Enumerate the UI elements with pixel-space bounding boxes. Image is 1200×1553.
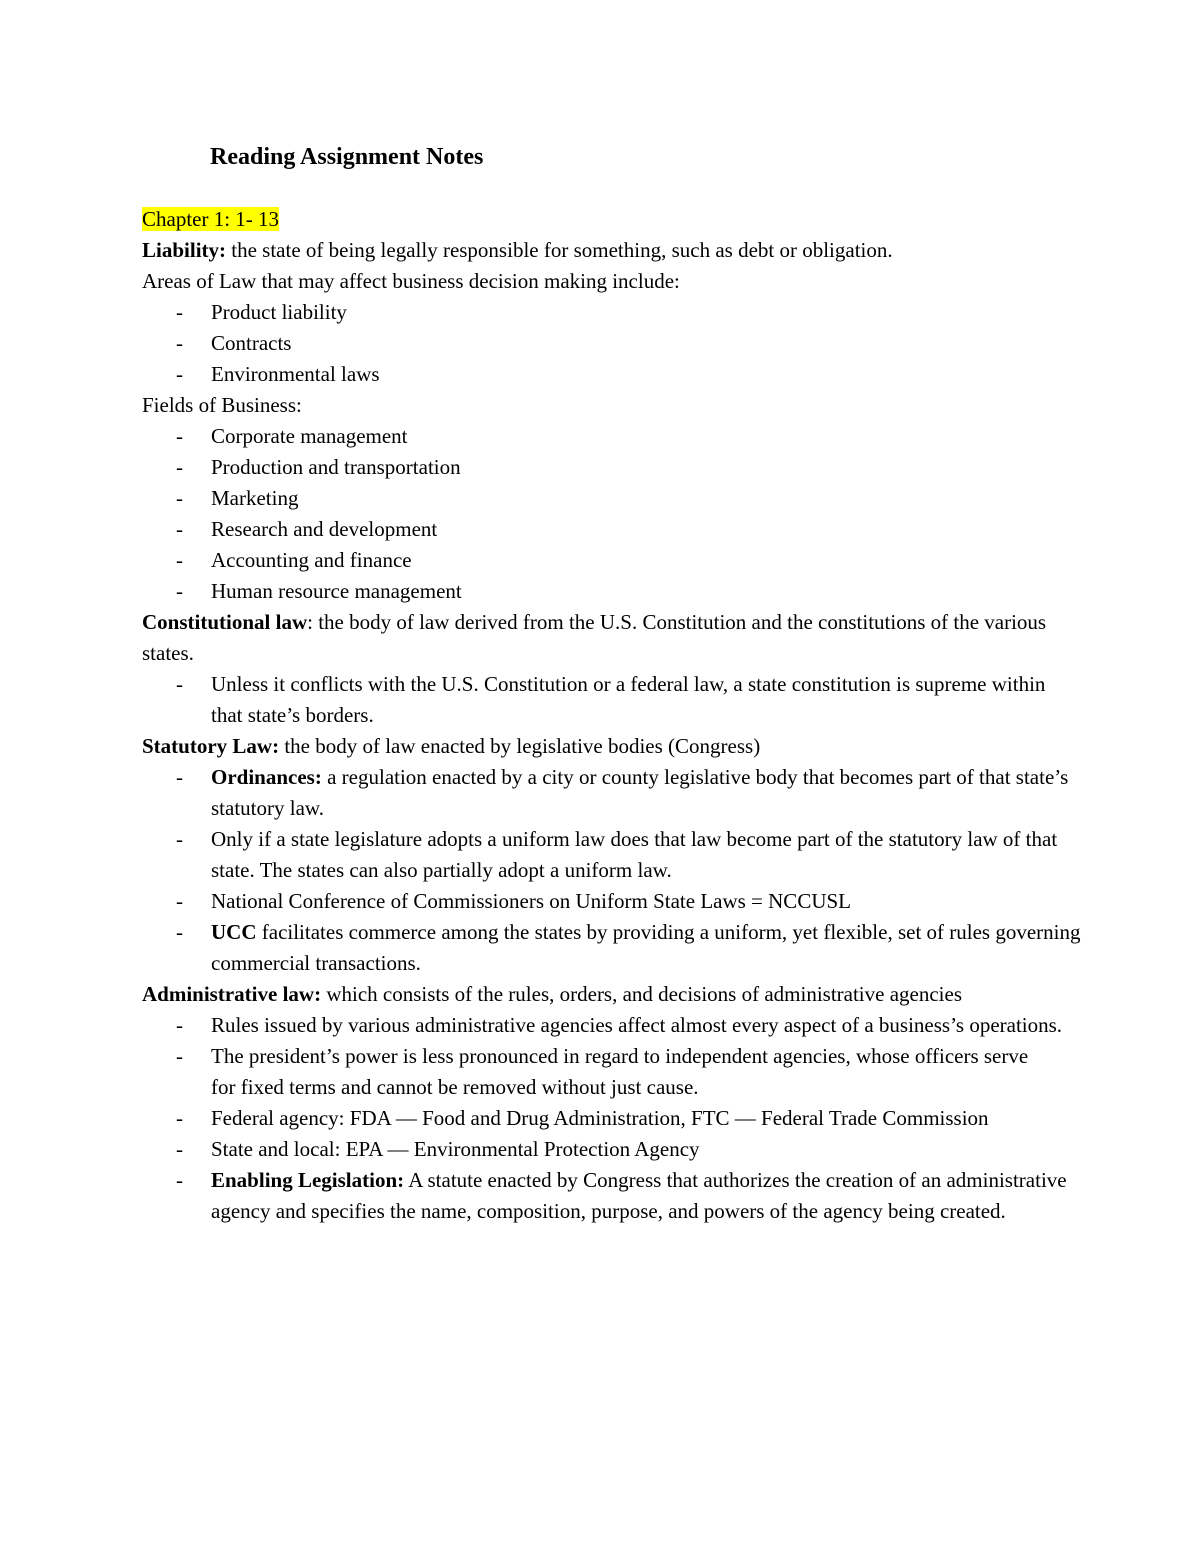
list-item: - Corporate management: [142, 421, 1082, 452]
chapter-highlight: Chapter 1: 1- 13: [142, 207, 280, 231]
statutory-list: [142, 762, 1082, 979]
ucc-text: facilitates commerce among the states by providing a uniform, yet flexible, set of rules governing commercial transactions.: [211, 920, 1081, 975]
list-item: - Environmental laws: [142, 359, 1082, 390]
list-item: - Unless it conflicts with the U.S. Constitution or a federal law, a state constitution is supreme within that state’s borders.: [142, 669, 1082, 731]
list-item: - Accounting and finance: [142, 545, 1082, 576]
list-item: - Human resource management: [142, 576, 1082, 607]
list-item: - The president’s power is less pronounced in regard to independent agencies, whose officers serve: [142, 1041, 1082, 1072]
list-item: - Contracts: [142, 328, 1082, 359]
liability-paragraph: [142, 235, 1082, 266]
statutory-definition: the body of law enacted by legislative bodies (Congress): [279, 734, 761, 758]
ordinances-text: a regulation enacted by a city or county legislative body that becomes part of that state’s statutory law.: [211, 765, 1069, 820]
document-title: Reading Assignment Notes: [210, 144, 484, 170]
list-item: [142, 917, 1082, 979]
areas-heading: Areas of Law that may affect business decision making include:: [142, 269, 680, 293]
liability-term: Liability:: [142, 238, 227, 262]
administrative-definition: which consists of the rules, orders, and decisions of administrative agencies: [321, 982, 962, 1006]
areas-list: [142, 297, 1082, 390]
statutory-paragraph: [142, 731, 1082, 762]
constitutional-definition: : the body of law derived from the U.S. Constitution and the constitutions of the various states.: [142, 610, 1047, 665]
enabling-term: Enabling Legislation:: [211, 1168, 405, 1192]
administrative-paragraph: [142, 979, 1082, 1010]
list-item: - Only if a state legislature adopts a uniform law does that law become part of the statutory law of that state. The states can also partially adopt a uniform law.: [142, 824, 1082, 886]
administrative-list-2: [142, 1103, 1082, 1227]
list-item: - National Conference of Commissioners on Uniform State Laws = NCCUSL: [142, 886, 1082, 917]
ordinances-term: Ordinances:: [211, 765, 322, 789]
statutory-term: Statutory Law:: [142, 734, 280, 758]
list-item: - Federal agency: FDA — Food and Drug Administration, FTC — Federal Trade Commission: [142, 1103, 1082, 1134]
administrative-list: [142, 1010, 1082, 1072]
list-item: [142, 762, 1082, 824]
document-body: [142, 204, 1082, 1227]
constitutional-term: Constitutional law: [142, 610, 308, 634]
list-item-continuation: for fixed terms and cannot be removed without just cause.: [211, 1075, 699, 1099]
list-item: - Rules issued by various administrative agencies affect almost every aspect of a business’s operations.: [142, 1010, 1082, 1041]
constitutional-paragraph: [142, 607, 1082, 669]
list-item: [142, 1165, 1082, 1227]
chapter-heading: [142, 204, 1082, 235]
list-item: - State and local: EPA — Environmental Protection Agency: [142, 1134, 1082, 1165]
list-item: - Research and development: [142, 514, 1082, 545]
administrative-term: Administrative law:: [142, 982, 322, 1006]
constitutional-list: [142, 669, 1082, 731]
list-item: - Production and transportation: [142, 452, 1082, 483]
enabling-text: A statute enacted by Congress that authorizes the creation of an administrative agency and specifies the name, composition, purpose, and powers of the agency being created.: [211, 1168, 1067, 1223]
fields-heading: Fields of Business:: [142, 393, 302, 417]
list-item: - Product liability: [142, 297, 1082, 328]
liability-definition: the state of being legally responsible for something, such as debt or obligation.: [226, 238, 893, 262]
fields-list: [142, 421, 1082, 607]
list-item: - Marketing: [142, 483, 1082, 514]
ucc-term: UCC: [211, 920, 257, 944]
